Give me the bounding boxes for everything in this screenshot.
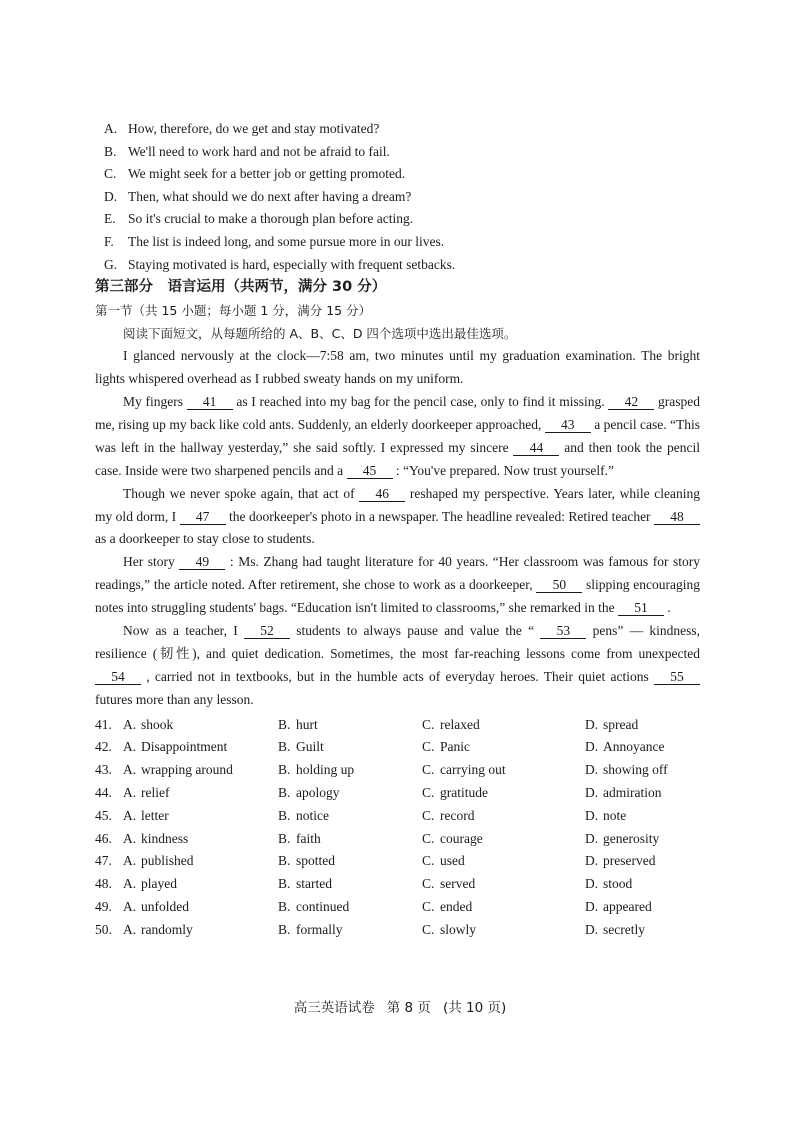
footer-exam-title: 高三英语试卷 bbox=[293, 1000, 375, 1016]
question-row: 45. A. letter B. notice C. record D. note bbox=[95, 807, 627, 823]
section-instruction: 阅读下面短文，从每题所给的 A、B、C、D 四个选项中选出最佳选项。 bbox=[123, 326, 517, 342]
question-row: 44. A. relief B. apology C. gratitude D. admiration bbox=[95, 785, 662, 801]
passage-paragraph: I glanced nervously at the clock—7:58 am, two minutes until my graduation examination. The bright lights whispered overhead as I rubbed sweaty hands on my uniform. bbox=[95, 348, 700, 387]
answer-options-list bbox=[104, 118, 700, 276]
option-item: G. Staying motivated is hard, especially with frequent setbacks. bbox=[104, 256, 456, 272]
passage-paragraph: My fingers 41 as I reached into my bag for the pencil case, only to find it missing. 42 grasped me, rising up my back like cold ants. Suddenly, an elderly doorkeeper approached, 43 a pencil case. “This was left in the hallway yesterday,” she said softly. I expressed my sincere 44 and then took the pencil case. Inside were two sharpened pencils and a 45 : “You've prepared. Now trust yourself.” bbox=[95, 393, 700, 478]
question-row: 48. A. played B. started C. served D. stood bbox=[95, 876, 633, 892]
option-item: B. We'll need to work hard and not be afraid to fail. bbox=[104, 143, 390, 159]
option-item: E. So it's crucial to make a thorough plan before acting. bbox=[104, 211, 414, 227]
blank-42: 42 bbox=[608, 394, 654, 410]
blank-48: 48 bbox=[654, 509, 700, 525]
blank-53: 53 bbox=[540, 623, 586, 639]
question-row: 49. A. unfolded B. continued C. ended D. appeared bbox=[95, 899, 652, 915]
blank-55: 55 bbox=[654, 669, 700, 685]
passage-paragraph: Her story 49 : Ms. Zhang had taught literature for 40 years. “Her classroom was famous for story readings,” the article noted. After retirement, she chose to work as a doorkeeper, 50 slipping encouraging notes into struggling students' bags. “Education isn't limited to classrooms,” she remarked in the 51 . bbox=[95, 554, 700, 616]
question-row: 42. A. Disappointment B. Guilt C. Panic D. Annoyance bbox=[95, 739, 665, 755]
footer-page-number: 第 8 页 bbox=[386, 1000, 431, 1016]
page-footer bbox=[0, 996, 800, 1016]
question-row: 41. A. shook B. hurt C. relaxed D. spread bbox=[95, 716, 639, 732]
footer-total-pages: (共 10 页) bbox=[442, 1000, 507, 1016]
section-title: 第三部分 语言运用（共两节，满分 30 分） bbox=[95, 279, 387, 296]
blank-43: 43 bbox=[545, 417, 591, 433]
blank-52: 52 bbox=[244, 623, 290, 639]
blank-41: 41 bbox=[187, 394, 233, 410]
blank-54: 54 bbox=[95, 669, 141, 685]
blank-44: 44 bbox=[513, 440, 559, 456]
blank-45: 45 bbox=[347, 463, 393, 479]
passage-paragraph: Though we never spoke again, that act of 46 reshaped my perspective. Years later, while cleaning my old dorm, I 47 the doorkeeper's photo in a newspaper. The headline revealed: Retired teacher 48 as a doorkeeper to stay close to students. bbox=[95, 485, 700, 547]
blank-47: 47 bbox=[180, 509, 226, 525]
section-subtitle: 第一节（共 15 小题；每小题 1 分，满分 15 分） bbox=[95, 303, 372, 319]
blank-51: 51 bbox=[618, 600, 664, 616]
blank-50: 50 bbox=[536, 577, 582, 593]
option-item: A. How, therefore, do we get and stay motivated? bbox=[104, 121, 380, 136]
question-row: 50. A. randomly B. formally C. slowly D. secretly bbox=[95, 921, 645, 937]
passage-paragraph: Now as a teacher, I 52 students to always pause and value the “ 53 pens” — kindness, resilience (韧性), and quiet dedication. Sometimes, the most far-reaching lessons come from unexpected 54 , carried not in textbooks, but in the humble acts of everyday heroes. Their quiet actions 55 futures more than any lesson. bbox=[95, 623, 700, 707]
blank-49: 49 bbox=[179, 554, 225, 570]
blank-46: 46 bbox=[359, 486, 405, 502]
question-row: 43. A. wrapping around B. holding up C. carrying out D. showing off bbox=[95, 762, 668, 778]
question-row: 46. A. kindness B. faith C. courage D. generosity bbox=[95, 830, 660, 846]
cloze-passage bbox=[95, 345, 700, 712]
option-item: F. The list is indeed long, and some pursue more in our lives. bbox=[104, 233, 445, 249]
option-item: D. Then, what should we do next after having a dream? bbox=[104, 188, 412, 204]
question-choices-table bbox=[95, 714, 700, 942]
question-row: 47. A. published B. spotted C. used D. preserved bbox=[95, 853, 656, 869]
option-item: C. We might seek for a better job or getting promoted. bbox=[104, 166, 406, 182]
